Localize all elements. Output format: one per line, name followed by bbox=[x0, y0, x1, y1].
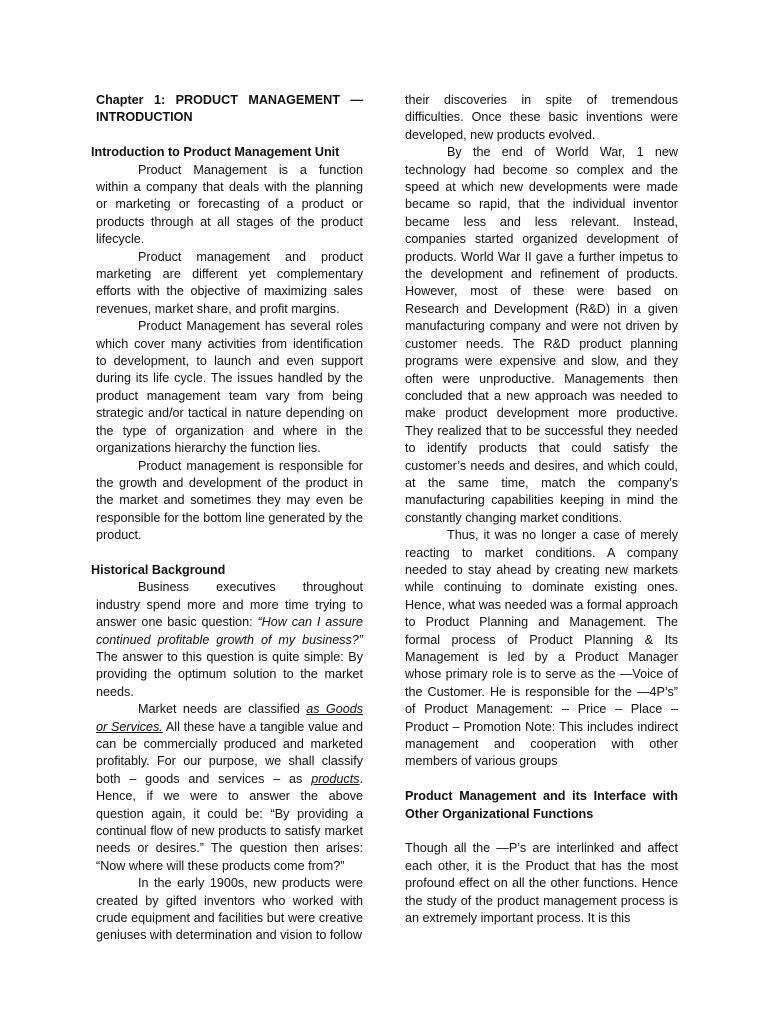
paragraph bbox=[91, 579, 363, 701]
paragraph: their discoveries in spite of tremendous difficulties. Once these basic inventions were developed, new products evolved. bbox=[405, 93, 678, 142]
paragraph: Though all the ―P’s are interlinked and affect each other, it is the Product that has the most profound effect on all the other functions. Hence the study of the product management process is an extremely important process. It is this bbox=[405, 841, 678, 926]
paragraph: By the end of World War, 1 new technology had become so complex and the speed at which new developments were made became so rapid, that the individual inventor became less and less relevant. Instead, companies started organized development of products. World War II gave a further impetus to the development and refinement of products. However, most of these were based on Research and Development (R&D) in a given manufacturing company and were not driven by customer needs. The R&D product planning programs were expensive and slow, and they often were unproductive. Managements then concluded that a new approach was needed to make product development more productive. They realized that to be successful they needed to identify products that could satisfy the customer’s needs and desires, and which could, at the same time, match the company’s manufacturing capabilities keeping in mind the constantly changing market conditions. bbox=[405, 145, 678, 525]
left-column bbox=[91, 92, 363, 945]
paragraph: Product Management is a function within a company that deals with the planning or marketing or forecasting of a product or products through at all stages of the product lifecycle. bbox=[96, 162, 363, 247]
section-heading-historical-background: Historical Background bbox=[91, 562, 226, 577]
section-heading-introduction: Introduction to Product Management Unit bbox=[91, 145, 340, 160]
text-span: Business executives throughout industry spend more and more time trying to answer one basic question: bbox=[96, 580, 363, 630]
text-span: . Hence, if we were to answer the above question again, it could be: “By providing a continual flow of new products to satisfy market needs or desires.” The question then arises: “Now where will these products come from?” bbox=[96, 771, 363, 873]
section-heading-interface: Product Management and its Interface with Other Organizational Functions bbox=[405, 789, 678, 821]
text-span: All these have a tangible value and can be commercially produced and marketed profitably. For our purpose, we shall classify both – goods and services – as bbox=[96, 719, 363, 786]
right-column bbox=[405, 92, 678, 927]
paragraph: Product Management has several roles which cover many activities from identification to development, to launch and even support during its life cycle. The issues handled by the product management team vary from being strategic and/or tactical in nature depending on the type of organization and where in the organizations hierarchy the function lies. bbox=[96, 319, 363, 456]
chapter-title: Chapter 1: PRODUCT MANAGEMENT — INTRODUCTION bbox=[96, 93, 363, 125]
text-span: Market needs are classified bbox=[138, 702, 307, 717]
paragraph: Product management and product marketing are different yet complementary efforts with the objective of maximizing sales revenues, market share, and profit margins. bbox=[96, 249, 363, 316]
products-link[interactable]: products bbox=[311, 771, 360, 786]
text-span: The answer to this question is quite simple: By providing the optimum solution to the market needs. bbox=[96, 649, 363, 699]
quote-text: “How can I assure continued profitable growth of my business?” bbox=[96, 615, 363, 647]
goods-services-link[interactable]: as Goods or Services. bbox=[96, 702, 363, 734]
paragraph: Product management is responsible for the growth and development of the product in the market and sometimes they may even be responsible for the bottom line generated by the product. bbox=[96, 458, 363, 543]
paragraph bbox=[91, 701, 363, 875]
paragraph: Thus, it was no longer a case of merely reacting to market conditions. A company needed to stay ahead by creating new markets while continuing to dominate existing ones. Hence, what was needed was a formal approach to Product Planning and Management. The formal process of Product Planning & Its Management is led by a Product Manager whose primary role is to serve as the ―Voice of the Customer. He is responsible for the ―4P’s” of Product Management: – Price – Place – Product – Promotion Note: This includes indirect management and cooperation with other members of various groups bbox=[405, 528, 678, 769]
paragraph: In the early 1900s, new products were created by gifted inventors who worked with crude equipment and facilities but were creative geniuses with determination and vision to follow bbox=[96, 876, 363, 943]
